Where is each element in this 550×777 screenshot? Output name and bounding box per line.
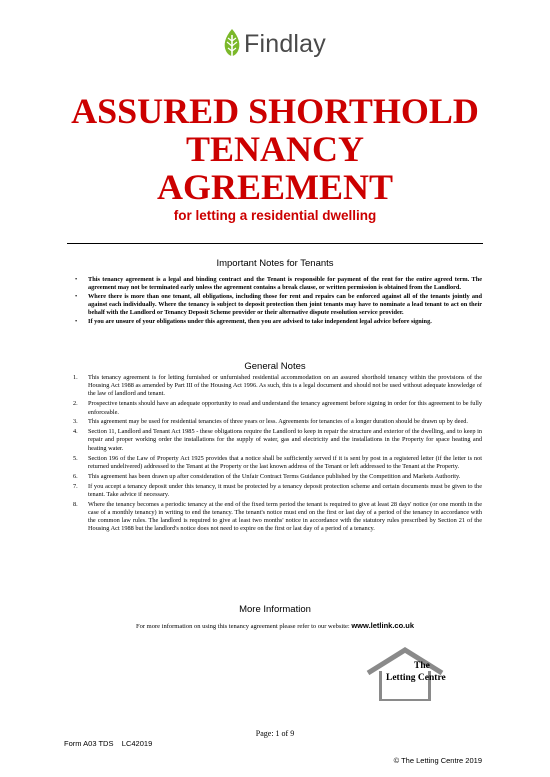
findlay-logo: [222, 24, 326, 64]
note-text: This tenancy agreement is a legal and binding contract and the Tenant is responsible for payment of the rent for the entire agreed term. The agreement may not be terminated early unless the agreement contains a break clause, or written permission is obtained from the Landlord.: [88, 276, 482, 292]
leaf-icon: [222, 27, 242, 61]
list-item: [73, 500, 482, 534]
item-number: 7.: [73, 482, 78, 490]
item-number: 2.: [73, 400, 78, 408]
list-item: [75, 318, 482, 326]
title-line: AGREEMENT: [156, 167, 394, 207]
list-item: [73, 418, 482, 426]
title-line: ASSURED SHORTHOLD: [71, 91, 479, 131]
list-item: [73, 428, 482, 453]
list-item: [73, 400, 482, 416]
item-number: 6.: [73, 472, 78, 480]
letting-centre-the: The: [414, 661, 430, 671]
more-info-sentence: For more information on using this tenancy agreement please refer to our website:: [136, 623, 352, 630]
note-text: Section 196 of the Law of Property Act 1925 provides that a notice shall be sufficiently served if it is sent by post in a registered letter (if the letter is not returned undelivered) addressed to the Tenant at the Property or the last known address of the Tenant or left addressed to the Tenant at the Property.: [88, 454, 482, 470]
note-text: If you are unsure of your obligations under this agreement, then you are advised to take independent legal advice before signing.: [88, 318, 432, 326]
item-number: 5.: [73, 454, 78, 462]
list-item: [75, 276, 482, 292]
list-item: [75, 293, 482, 318]
general-notes-list: [73, 374, 482, 535]
note-text: This agreement has been drawn up after consideration of the Unfair Contract Terms Guidance published by the Competition and Markets Authority.: [88, 472, 461, 480]
item-number: 4.: [73, 428, 78, 436]
bullet: •: [75, 318, 78, 326]
note-text: Section 11, Landlord and Tenant Act 1985 - these obligations require the Landlord to keep in repair the structure and exterior of the dwelling, and to keep in repair and proper working order the installations for the supply of water, gas and electricity and the installations in the Property for space heating and heating water.: [88, 428, 482, 452]
item-number: 1.: [73, 374, 78, 381]
bullet: •: [75, 293, 78, 300]
note-text: This tenancy agreement is for letting furnished or unfurnished residential accommodation on an assured shorthold tenancy within the provisions of the Housing Act 1988 as amended by Part III of the Housing Act 1996. As such, this is a legal document and should not be used without adequate knowledge of the law of landlord and tenant.: [88, 374, 482, 398]
item-number: 3.: [73, 418, 78, 426]
letting-centre-name: Letting Centre: [386, 673, 446, 683]
note-text: If you accept a tenancy deposit under this tenancy, it must be protected by a tenancy deposit protection scheme and certain documents must be given to the tenant. Take advice if necessary.: [88, 482, 482, 498]
findlay-logo-text: Findlay: [244, 29, 326, 58]
note-text: Where there is more than one tenant, all obligations, including those for rent and repairs can be enforced against all of the tenants jointly and against each individually. Where the tenancy is subject to deposit protection then joint tenants may have to nominate a lead tenant to act on their behalf with the Landlord or Tenancy Deposit Scheme provider or their alternative dispute resolution service provider.: [88, 293, 482, 317]
note-text: This agreement may be used for residential tenancies of three years or less. Agreements for tenancies of a longer duration should be drawn up by deed.: [88, 418, 468, 426]
note-text: Where the tenancy becomes a periodic tenancy at the end of the fixed term period the tenant is required to give at least 28 days' notice (or one month in the case of a monthly tenancy) in writing to end the tenancy. The tenant's notice must end on the first or last day of a period of the tenancy in accordance with the common law rules. The landlord is required to give at least two months' notice in accordance with the statutory rules prescribed by Section 21 of the Housing Act 1988 but the landlord's notice does not need to expire on the first or last day of a period of a tenancy.: [88, 500, 482, 533]
important-notes-list: [75, 276, 482, 327]
page-number: Page: 1 of 9: [255, 729, 295, 738]
list-item: [73, 374, 482, 399]
copyright: © The Letting Centre 2019: [393, 756, 482, 765]
document-title: [0, 92, 550, 206]
more-info-heading: More Information: [239, 604, 311, 615]
bullet: •: [75, 276, 78, 283]
title-line: TENANCY: [185, 129, 364, 169]
important-notes-heading: Important Notes for Tenants: [216, 258, 334, 269]
document-subtitle: for letting a residential dwelling: [173, 208, 377, 223]
website-link[interactable]: www.letlink.co.uk: [351, 621, 414, 630]
letting-centre-logo-text: [386, 660, 446, 684]
list-item: [73, 482, 482, 499]
more-info-text: [0, 621, 550, 630]
divider: [67, 243, 483, 244]
general-notes-heading: General Notes: [244, 361, 306, 372]
item-number: 8.: [73, 500, 78, 508]
form-identifier: Form A03 TDS LC42019: [64, 739, 153, 748]
list-item: [73, 472, 482, 481]
list-item: [73, 454, 482, 471]
note-text: Prospective tenants should have an adequate opportunity to read and understand the tenancy agreement before signing in order for this agreement to be fully enforceable.: [88, 400, 482, 416]
